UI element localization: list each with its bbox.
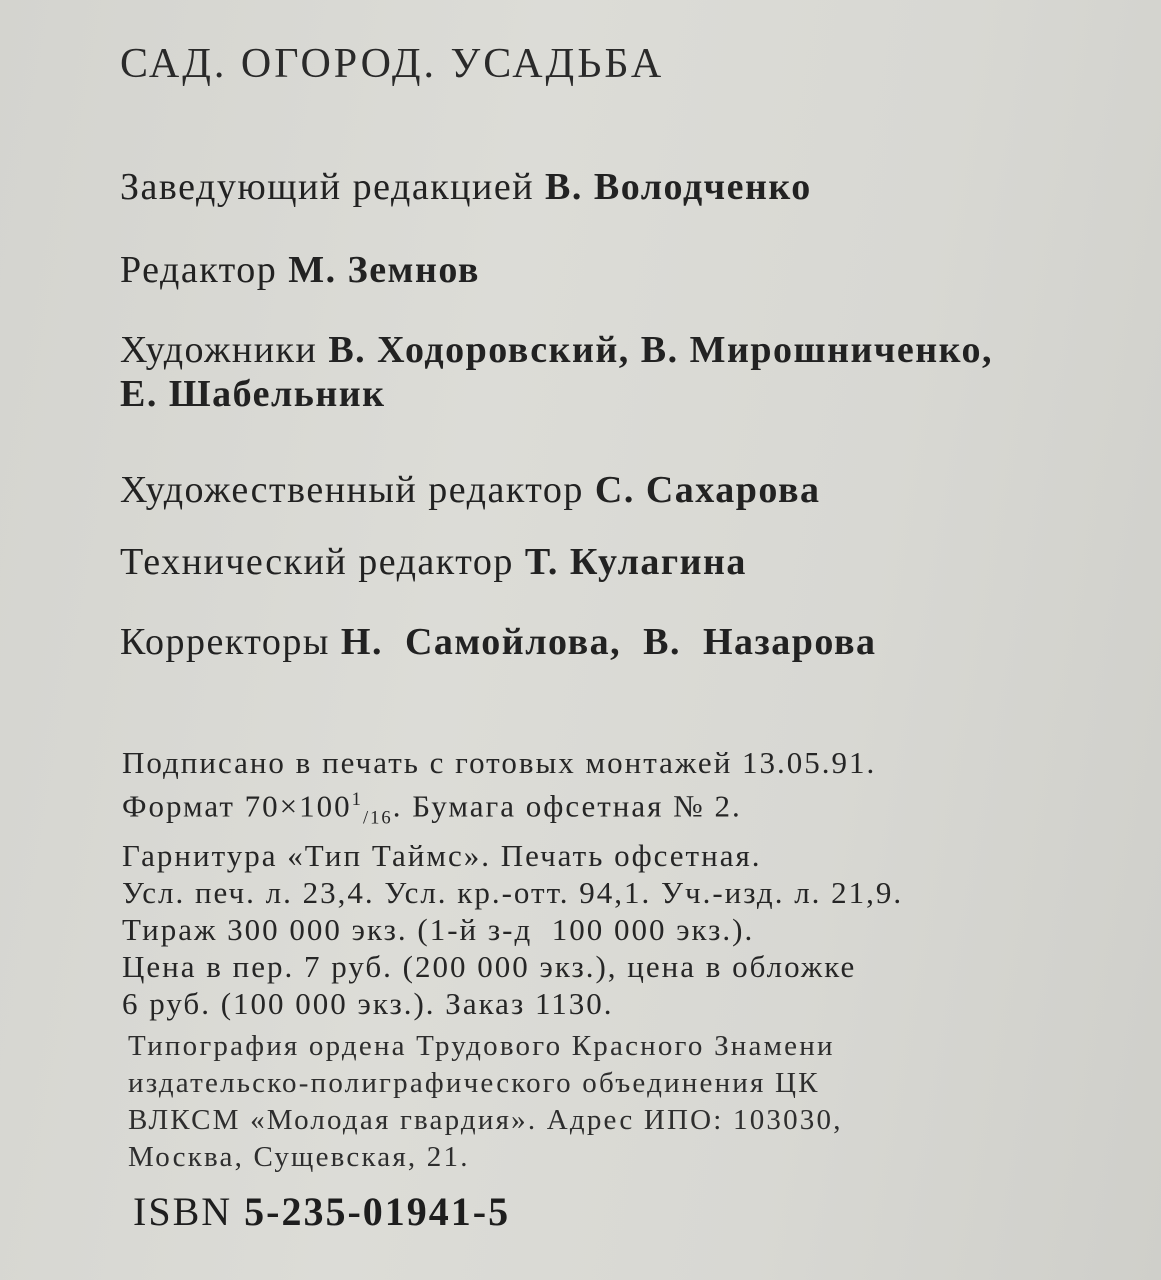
imprint-typeface: Гарнитура «Тип Таймс». Печать офсетная. (122, 837, 762, 873)
credit-proofreaders (120, 620, 876, 664)
credit-role: Корректоры (120, 621, 330, 663)
credit-tech-editor (120, 540, 747, 584)
printer-line-3: ВЛКСМ «Молодая гвардия». Адрес ИПО: 103030, (128, 1104, 843, 1136)
imprint-run: Тираж 300 000 экз. (1-й з-д 100 000 экз.). (122, 911, 755, 947)
isbn (133, 1188, 510, 1235)
format-prefix: Формат 70×100 (122, 788, 352, 824)
credit-artists (120, 328, 993, 372)
credit-head-editor (120, 165, 812, 209)
format-suffix: . Бумага офсетная № 2. (392, 788, 742, 824)
series-title: САД. ОГОРОД. УСАДЬБА (120, 41, 665, 87)
printer-block (128, 1028, 843, 1176)
credit-name: Е. Шабельник (120, 373, 386, 415)
format-sup: 1 (351, 789, 363, 810)
credit-role: Заведующий редакцией (120, 166, 535, 208)
imprint-price-1: Цена в пер. 7 руб. (200 000 экз.), цена в обложке (122, 948, 857, 984)
credit-role: Художники (120, 329, 318, 371)
imprint-price-2: 6 руб. (100 000 экз.). Заказ 1130. (122, 985, 614, 1021)
printer-line-4: Москва, Сущевская, 21. (128, 1141, 470, 1173)
imprint-block (122, 744, 903, 1022)
imprint-format (122, 781, 903, 837)
credit-artists-cont (120, 372, 386, 416)
printer-line-2: издательско-полиграфического объединения ЦК (128, 1067, 820, 1099)
credit-role: Технический редактор (120, 541, 514, 583)
credit-role: Редактор (120, 249, 278, 291)
isbn-label: ISBN (133, 1189, 233, 1234)
credit-art-editor (120, 468, 821, 512)
format-sub: /16 (362, 807, 393, 829)
isbn-number: 5-235-01941-5 (244, 1189, 511, 1234)
credit-name: М. Земнов (288, 249, 480, 291)
credit-role: Художественный редактор (120, 469, 584, 511)
imprint-signed: Подписано в печать с готовых монтажей 13.05.91. (122, 745, 877, 780)
credit-name: В. Володченко (545, 166, 812, 208)
credit-editor (120, 248, 480, 292)
credit-name: Т. Кулагина (524, 541, 747, 583)
credit-name: Н. Самойлова, В. Назарова (340, 621, 877, 663)
imprint-sheets: Усл. печ. л. 23,4. Усл. кр.-отт. 94,1. Уч.-изд. л. 21,9. (122, 874, 904, 910)
credit-name: В. Ходоровский, В. Мирошниченко, (328, 329, 993, 371)
printer-line-1: Типография ордена Трудового Красного Знамени (128, 1030, 835, 1062)
credit-name: С. Сахарова (594, 469, 821, 511)
